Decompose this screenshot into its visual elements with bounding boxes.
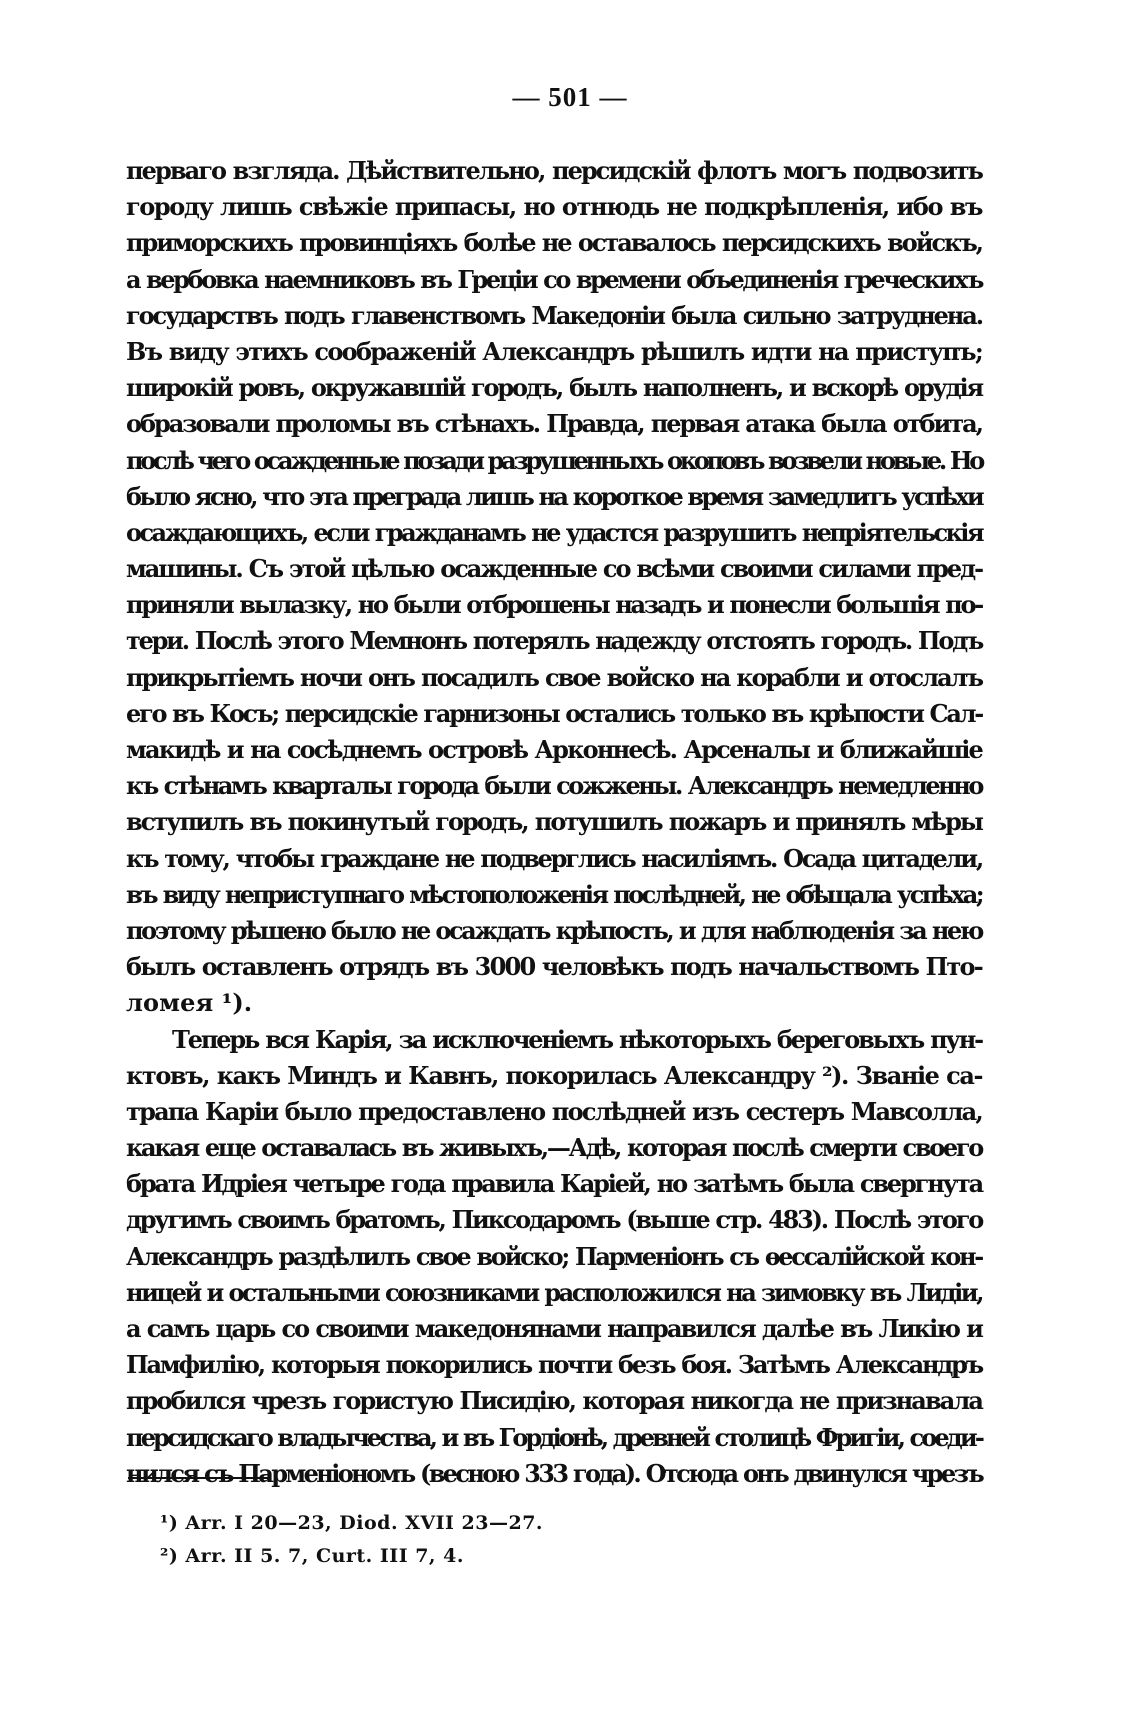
paragraph-start-line: Теперь вся Карія, за исключеніемъ нѣкоторыхъ береговыхъ пун- — [172, 1024, 982, 1054]
text-line: перваго взгляда. Дѣйствительно, персидскій флотъ могъ подвозить — [126, 156, 982, 185]
text-line: приняли вылазку, но были отброшены назадъ и понесли большія по- — [126, 590, 982, 620]
body-text — [126, 153, 982, 1492]
text-line: машины. Съ этой цѣлью осажденные со всѣми своими силами пред- — [126, 554, 982, 584]
text-line: какая еще оставалась въ живыхъ,—Адѣ, которая послѣ смерти своего — [126, 1133, 982, 1163]
text-line: послѣ чего осажденные позади разрушенныхъ окоповъ возвели новые. Но — [126, 445, 982, 475]
text-line: ницей и остальными союзниками расположился на зимовку въ Лидіи, — [126, 1277, 982, 1307]
text-line: былъ оставленъ отрядъ въ 3000 человѣкъ подъ начальствомъ Пто- — [126, 952, 982, 982]
footnote-1: ¹) Arr. I 20—23, Diod. XVII 23—27. — [160, 1512, 544, 1534]
text-line: осаждающихъ, если гражданамъ не удастся разрушить непріятельскія — [126, 517, 982, 547]
text-line: другимъ своимъ братомъ, Пиксодаромъ (выше стр. 483). Послѣ этого — [126, 1205, 982, 1235]
text-line: пробился чрезъ гористую Писидію, которая никогда не признавала — [126, 1386, 982, 1416]
text-line: ктовъ, какъ Миндъ и Кавнъ, покорилась Александру ²). Званіе са- — [126, 1060, 982, 1090]
text-line: а вербовка наемниковъ въ Греціи со времени объединенія греческихъ — [126, 264, 982, 294]
text-line: прикрытіемъ ночи онъ посадилъ свое войско на корабли и отослалъ — [126, 662, 982, 692]
text-line: нился съ Парменіономъ (весною 333 года). Отсюда онъ двинулся чрезъ — [126, 1458, 982, 1488]
text-line: Александръ раздѣлилъ свое войско; Парменіонъ съ ѳессалійской кон- — [126, 1241, 982, 1271]
text-line: макидѣ и на сосѣднемъ островѣ Арконнесѣ. Арсеналы и ближайшіе — [126, 735, 982, 764]
text-line: широкій ровъ, окружавшій городъ, былъ наполненъ, и вскорѣ орудія — [126, 373, 982, 403]
text-line: персидскаго владычества, и въ Гордіонѣ, древней столицѣ Фригіи, соеди- — [126, 1422, 982, 1452]
text-line: къ стѣнамъ кварталы города были сожжены. Александръ немедленно — [126, 771, 982, 801]
text-line: а самъ царь со своими македонянами направился далѣе въ Ликію и — [126, 1314, 982, 1343]
text-line: образовали проломы въ стѣнахъ. Правда, первая атака была отбита, — [126, 409, 982, 439]
text-line: Памфилію, которыя покорились почти безъ боя. Затѣмъ Александръ — [126, 1350, 982, 1380]
footnotes — [160, 1507, 760, 1573]
text-line: было ясно, что эта преграда лишь на короткое время замедлитъ успѣхи — [126, 481, 982, 511]
text-line: поэтому рѣшено было не осаждать крѣпость, и для наблюденія за нею — [126, 915, 982, 945]
text-line: вступилъ въ покинутый городъ, потушилъ пожаръ и принялъ мѣры — [126, 807, 982, 837]
paragraph-end-line: ломея ¹). — [126, 988, 253, 1018]
text-line: брата Идріея четыре года правила Каріей, но затѣмъ была свергнута — [126, 1169, 982, 1199]
text-line: въ виду неприступнаго мѣстоположенія послѣдней, не обѣщала успѣха; — [126, 879, 982, 909]
text-line: городу лишь свѣжіе припасы, но отнюдь не подкрѣпленія, ибо въ — [126, 192, 982, 222]
text-line: государствъ подъ главенствомъ Македоніи была сильно затруднена. — [126, 300, 982, 330]
page-number: — 501 — — [512, 82, 628, 112]
text-line: его въ Косъ; персидскіе гарнизоны остались только въ крѣпости Сал- — [126, 698, 982, 728]
text-line: къ тому, чтобы граждане не подверглись насиліямъ. Осада цитадели, — [126, 843, 982, 873]
footnote-divider — [128, 1477, 268, 1479]
text-line: Въ виду этихъ соображеній Александръ рѣшилъ идти на приступъ; — [126, 336, 982, 366]
footnote-2: ²) Arr. II 5. 7, Curt. III 7, 4. — [160, 1545, 464, 1567]
text-line: трапа Каріи было предоставлено послѣдней изъ сестеръ Мавсолла, — [126, 1096, 982, 1126]
text-line: тери. Послѣ этого Мемнонъ потерялъ надежду отстоять городъ. Подъ — [126, 626, 982, 656]
text-line: приморскихъ провинціяхъ болѣе не оставалось персидскихъ войскъ, — [126, 228, 982, 258]
